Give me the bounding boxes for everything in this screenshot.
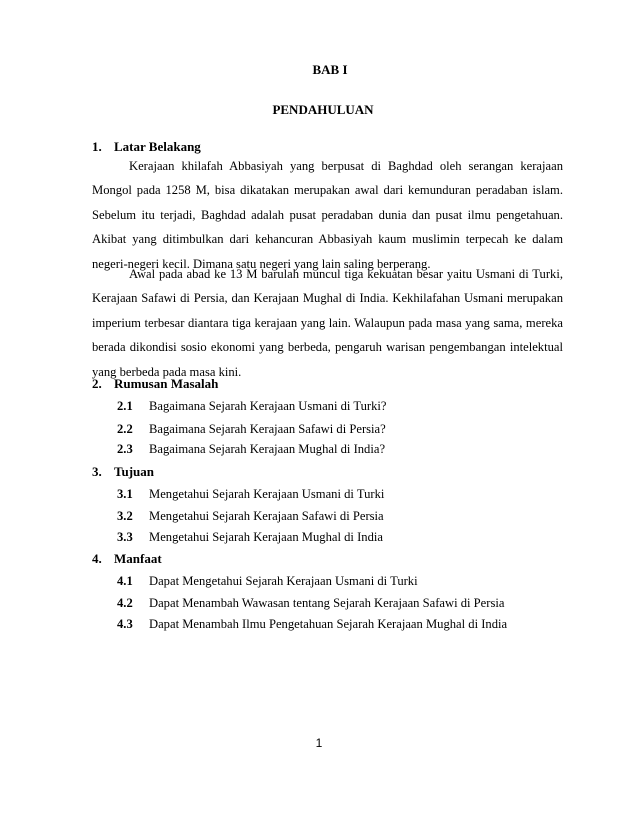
list-item-text: Dapat Mengetahui Sejarah Kerajaan Usmani di Turki bbox=[149, 574, 418, 588]
section-heading-rumusan-masalah bbox=[92, 376, 218, 392]
list-item-text: Mengetahui Sejarah Kerajaan Safawi di Persia bbox=[149, 509, 384, 523]
list-item-text: Dapat Menambah Ilmu Pengetahuan Sejarah Kerajaan Mughal di India bbox=[149, 617, 508, 631]
list-item-text: Mengetahui Sejarah Kerajaan Usmani di Turki bbox=[149, 487, 385, 501]
chapter-title: PENDAHULUAN bbox=[272, 102, 374, 117]
section-title: Manfaat bbox=[114, 551, 162, 566]
section-heading-latar-belakang bbox=[92, 139, 201, 155]
list-item-number: 4.2 bbox=[117, 596, 133, 610]
section-number: 3. bbox=[92, 464, 102, 479]
list-item-text: Bagaimana Sejarah Kerajaan Safawi di Persia? bbox=[149, 422, 386, 436]
list-item-number: 2.1 bbox=[117, 399, 133, 413]
list-item bbox=[117, 399, 386, 414]
list-item bbox=[117, 487, 384, 502]
list-item-text: Dapat Menambah Wawasan tentang Sejarah Kerajaan Safawi di Persia bbox=[149, 596, 505, 610]
list-item-number: 4.1 bbox=[117, 574, 133, 588]
page-number: 1 bbox=[315, 736, 323, 750]
section-number: 2. bbox=[92, 376, 102, 391]
list-item-number: 3.1 bbox=[117, 487, 133, 501]
list-item-text: Mengetahui Sejarah Kerajaan Mughal di India bbox=[149, 530, 383, 544]
section-title: Tujuan bbox=[114, 464, 154, 479]
section-number: 4. bbox=[92, 551, 102, 566]
list-item bbox=[117, 596, 504, 611]
list-item-number: 3.3 bbox=[117, 530, 133, 544]
section-number: 1. bbox=[92, 139, 102, 154]
list-item bbox=[117, 509, 384, 524]
list-item bbox=[117, 422, 386, 437]
list-item-number: 2.3 bbox=[117, 442, 133, 456]
chapter-label: BAB I bbox=[312, 62, 348, 77]
section-title: Latar Belakang bbox=[114, 139, 201, 154]
list-item bbox=[117, 574, 418, 589]
list-item-number: 3.2 bbox=[117, 509, 133, 523]
list-item-text: Bagaimana Sejarah Kerajaan Usmani di Turki? bbox=[149, 399, 387, 413]
list-item bbox=[117, 617, 507, 632]
list-item bbox=[117, 530, 383, 545]
list-item-number: 2.2 bbox=[117, 422, 133, 436]
list-item-number: 4.3 bbox=[117, 617, 133, 631]
section-title: Rumusan Masalah bbox=[114, 376, 219, 391]
section-heading-manfaat bbox=[92, 551, 162, 567]
paragraph: Awal pada abad ke 13 M barulah muncul tiga kekuatan besar yaitu Usmani di Turki, Kerajaan Safawi di Persia, dan Kerajaan Mughal di India. Kekhilafahan Usmani merupakan imperium terbesar diantara tiga kerajaan yang lain. Walaupun pada masa yang sama, mereka berada dikondisi sosio ekonomi yang berbeda, pengaruh warisan pengembangan intelektual yang berbeda pada masa kini. bbox=[92, 267, 563, 379]
list-item-text: Bagaimana Sejarah Kerajaan Mughal di India? bbox=[149, 442, 386, 456]
section-heading-tujuan bbox=[92, 464, 154, 480]
list-item bbox=[117, 442, 385, 457]
paragraph: Kerajaan khilafah Abbasiyah yang berpusat di Baghdad oleh serangan kerajaan Mongol pada 1258 M, bisa dikatakan merupakan awal dari kemunduran peradaban islam. Sebelum itu terjadi, Baghdad adalah pusat peradaban dunia dan pusat ilmu pengetahuan. Akibat yang ditimbulkan dari kehancuran Abbasiyah kaum muslimin terpecah ke dalam negeri-negeri kecil. Dimana satu negeri yang lain saling berperang. bbox=[92, 159, 563, 271]
